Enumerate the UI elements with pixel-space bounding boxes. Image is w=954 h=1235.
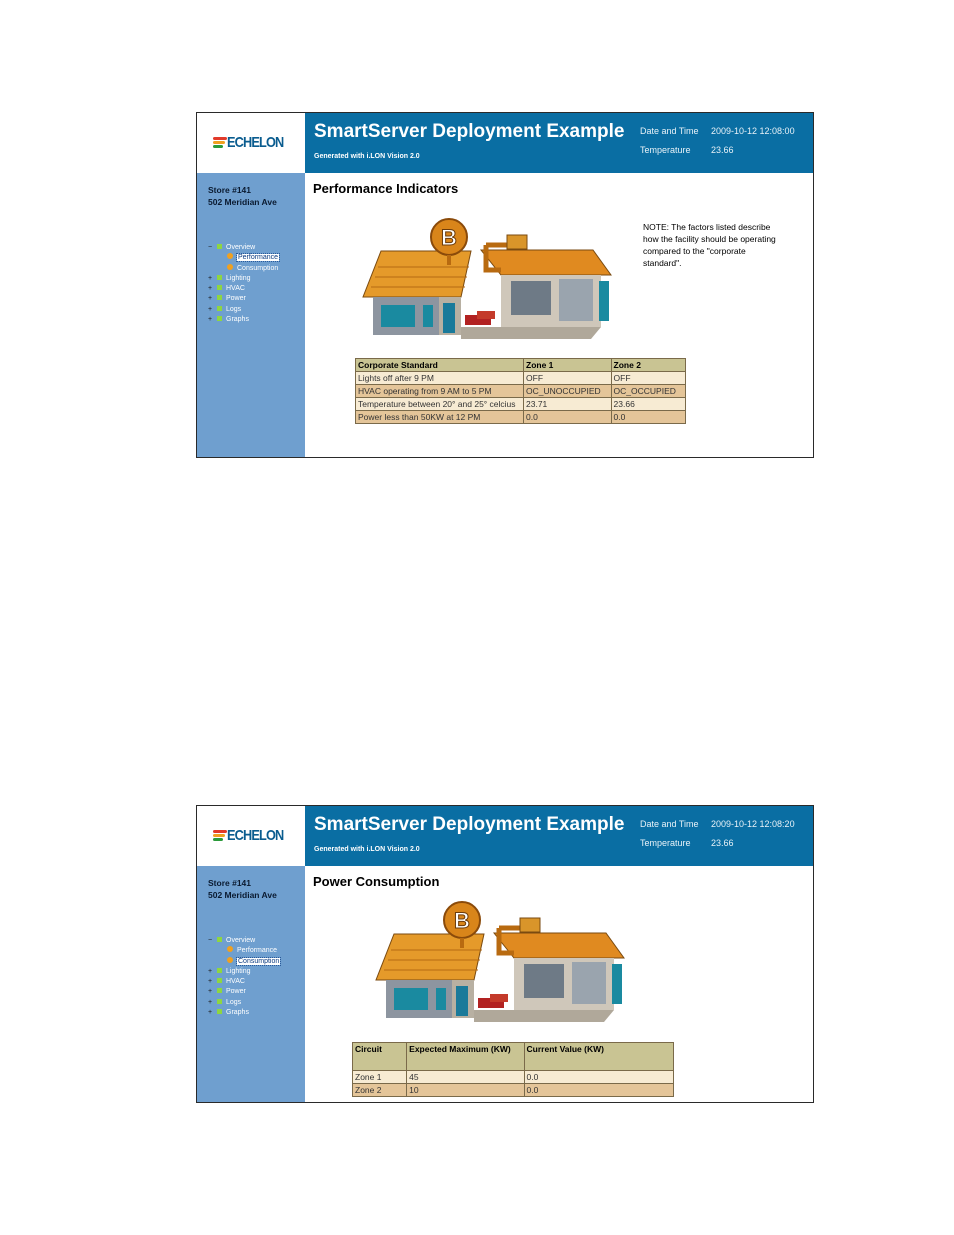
orange-dot-icon — [227, 957, 233, 963]
nav-item-performance[interactable] — [208, 253, 279, 263]
header-bar — [197, 113, 813, 173]
temperature-value: 23.66 — [711, 145, 734, 155]
table-row — [353, 1071, 674, 1084]
app-subtitle: Generated with i.LON Vision 2.0 — [314, 153, 420, 160]
table-cell: OC_UNOCCUPIED — [524, 385, 612, 398]
store-address: 502 Meridian Ave — [208, 197, 277, 207]
echelon-logo[interactable] — [197, 113, 305, 173]
screenshot-power-consumption — [196, 805, 814, 1103]
table-cell: 0.0 — [524, 411, 612, 424]
orange-dot-icon — [227, 264, 233, 270]
orange-dot-icon — [227, 253, 233, 259]
nav-item-consumption[interactable] — [208, 264, 279, 274]
table-cell: Temperature between 20° and 25° celcius — [356, 398, 524, 411]
green-square-icon — [217, 306, 222, 311]
date-time-value: 2009-10-12 12:08:20 — [711, 819, 795, 829]
green-square-icon — [217, 988, 222, 993]
expand-icon[interactable]: + — [208, 967, 213, 975]
nav-item-hvac[interactable] — [208, 977, 280, 987]
logo-text: ECHELON — [227, 827, 284, 844]
nav-label: HVAC — [226, 285, 245, 293]
nav-tree — [208, 243, 279, 325]
performance-table — [355, 358, 686, 424]
sidebar — [197, 866, 305, 1102]
column-header: Circuit — [353, 1043, 407, 1071]
table-row — [356, 385, 686, 398]
nav-label: Graphs — [226, 316, 249, 324]
echelon-logo[interactable] — [197, 806, 305, 866]
store-number: Store #141 — [208, 185, 251, 195]
green-square-icon — [217, 1009, 222, 1014]
nav-label: Power — [226, 988, 246, 996]
store-address: 502 Meridian Ave — [208, 890, 277, 900]
expand-icon[interactable]: + — [208, 998, 213, 1006]
nav-item-logs[interactable] — [208, 305, 279, 315]
table-cell: 23.71 — [524, 398, 612, 411]
expand-icon[interactable]: + — [208, 1009, 213, 1017]
app-title: SmartServer Deployment Example — [314, 121, 625, 142]
nav-item-graphs[interactable] — [208, 1008, 280, 1018]
table-cell: 23.66 — [611, 398, 685, 411]
sidebar — [197, 173, 305, 457]
table-row — [356, 398, 686, 411]
green-square-icon — [217, 937, 222, 942]
power-consumption-table — [352, 1042, 674, 1097]
expand-icon[interactable]: + — [208, 988, 213, 996]
table-cell: OFF — [611, 372, 685, 385]
table-cell: 10 — [407, 1084, 524, 1097]
table-cell: 45 — [407, 1071, 524, 1084]
green-square-icon — [217, 316, 222, 321]
expand-icon[interactable]: + — [208, 316, 213, 324]
nav-label: Lighting — [226, 274, 251, 282]
table-cell: Power less than 50KW at 12 PM — [356, 411, 524, 424]
collapse-icon[interactable]: − — [208, 244, 213, 251]
svg-text:B: B — [454, 908, 470, 933]
green-square-icon — [217, 285, 222, 290]
nav-label: Lighting — [226, 967, 251, 975]
table-header-row — [353, 1043, 674, 1071]
logo-text: ECHELON — [227, 134, 284, 151]
table-cell: HVAC operating from 9 AM to 5 PM — [356, 385, 524, 398]
main-content — [306, 866, 813, 1102]
green-square-icon — [217, 968, 222, 973]
store-info — [208, 877, 277, 901]
nav-item-graphs[interactable] — [208, 315, 279, 325]
nav-label: Logs — [226, 305, 242, 313]
nav-item-overview[interactable] — [208, 243, 279, 253]
column-header: Current Value (KW) — [524, 1043, 673, 1071]
main-content — [306, 173, 813, 457]
nav-label: Logs — [226, 998, 242, 1006]
note-text: NOTE: The factors listed describe how the facility should be operating compared to the "corporate standard". — [643, 222, 776, 268]
nav-item-logs[interactable] — [208, 998, 280, 1008]
table-cell: Zone 2 — [353, 1084, 407, 1097]
table-header-row — [356, 359, 686, 372]
nav-label: Graphs — [226, 1009, 249, 1017]
building-illustration-icon — [374, 898, 634, 1023]
green-square-icon — [217, 999, 222, 1004]
table-row — [356, 372, 686, 385]
green-square-icon — [217, 244, 222, 249]
building-illustration-icon — [361, 215, 621, 340]
column-header: Corporate Standard — [356, 359, 524, 372]
expand-icon[interactable]: + — [208, 285, 213, 293]
temperature-value: 23.66 — [711, 838, 734, 848]
app-subtitle: Generated with i.LON Vision 2.0 — [314, 846, 420, 853]
nav-item-lighting[interactable] — [208, 274, 279, 284]
page-title: Performance Indicators — [313, 181, 459, 196]
table-cell: Zone 1 — [353, 1071, 407, 1084]
table-cell: 0.0 — [611, 411, 685, 424]
table-cell: 0.0 — [524, 1084, 673, 1097]
expand-icon[interactable]: + — [208, 978, 213, 986]
nav-label: Power — [226, 295, 246, 303]
table-row — [356, 411, 686, 424]
store-number: Store #141 — [208, 878, 251, 888]
temperature-label: Temperature — [640, 838, 691, 848]
date-time-label: Date and Time — [640, 126, 699, 136]
table-cell: Lights off after 9 PM — [356, 372, 524, 385]
expand-icon[interactable]: + — [208, 305, 213, 313]
table-cell: OC_OCCUPIED — [611, 385, 685, 398]
nav-label: Overview — [226, 937, 256, 944]
green-square-icon — [217, 275, 222, 280]
date-time-label: Date and Time — [640, 819, 699, 829]
table-row — [353, 1084, 674, 1097]
nav-item-consumption[interactable] — [208, 957, 280, 967]
expand-icon[interactable]: + — [208, 295, 213, 303]
screenshot-performance-indicators — [196, 112, 814, 458]
nav-item-overview[interactable] — [208, 936, 280, 946]
nav-label-selected: Performance — [238, 254, 279, 262]
nav-label: Consumption — [237, 264, 279, 272]
column-header: Expected Maximum (KW) — [407, 1043, 524, 1071]
collapse-icon[interactable]: − — [208, 937, 213, 944]
nav-item-power[interactable] — [208, 294, 279, 304]
column-header: Zone 1 — [524, 359, 612, 372]
svg-text:B: B — [441, 225, 457, 250]
nav-label: HVAC — [226, 978, 245, 986]
nav-item-power[interactable] — [208, 987, 280, 997]
header-bar — [197, 806, 813, 866]
nav-label: Overview — [226, 244, 256, 251]
date-time-value: 2009-10-12 12:08:00 — [711, 126, 795, 136]
nav-item-hvac[interactable] — [208, 284, 279, 294]
nav-label-selected: Consumption — [238, 957, 280, 965]
table-cell: OFF — [524, 372, 612, 385]
expand-icon[interactable]: + — [208, 274, 213, 282]
orange-dot-icon — [227, 946, 233, 952]
green-square-icon — [217, 295, 222, 300]
column-header: Zone 2 — [611, 359, 685, 372]
temperature-label: Temperature — [640, 145, 691, 155]
table-cell: 0.0 — [524, 1071, 673, 1084]
app-title: SmartServer Deployment Example — [314, 814, 625, 835]
nav-label: Performance — [237, 947, 278, 955]
store-info — [208, 184, 277, 208]
nav-item-performance[interactable] — [208, 946, 280, 956]
green-square-icon — [217, 978, 222, 983]
nav-tree — [208, 936, 280, 1018]
page-title: Power Consumption — [313, 874, 440, 889]
nav-item-lighting[interactable] — [208, 967, 280, 977]
